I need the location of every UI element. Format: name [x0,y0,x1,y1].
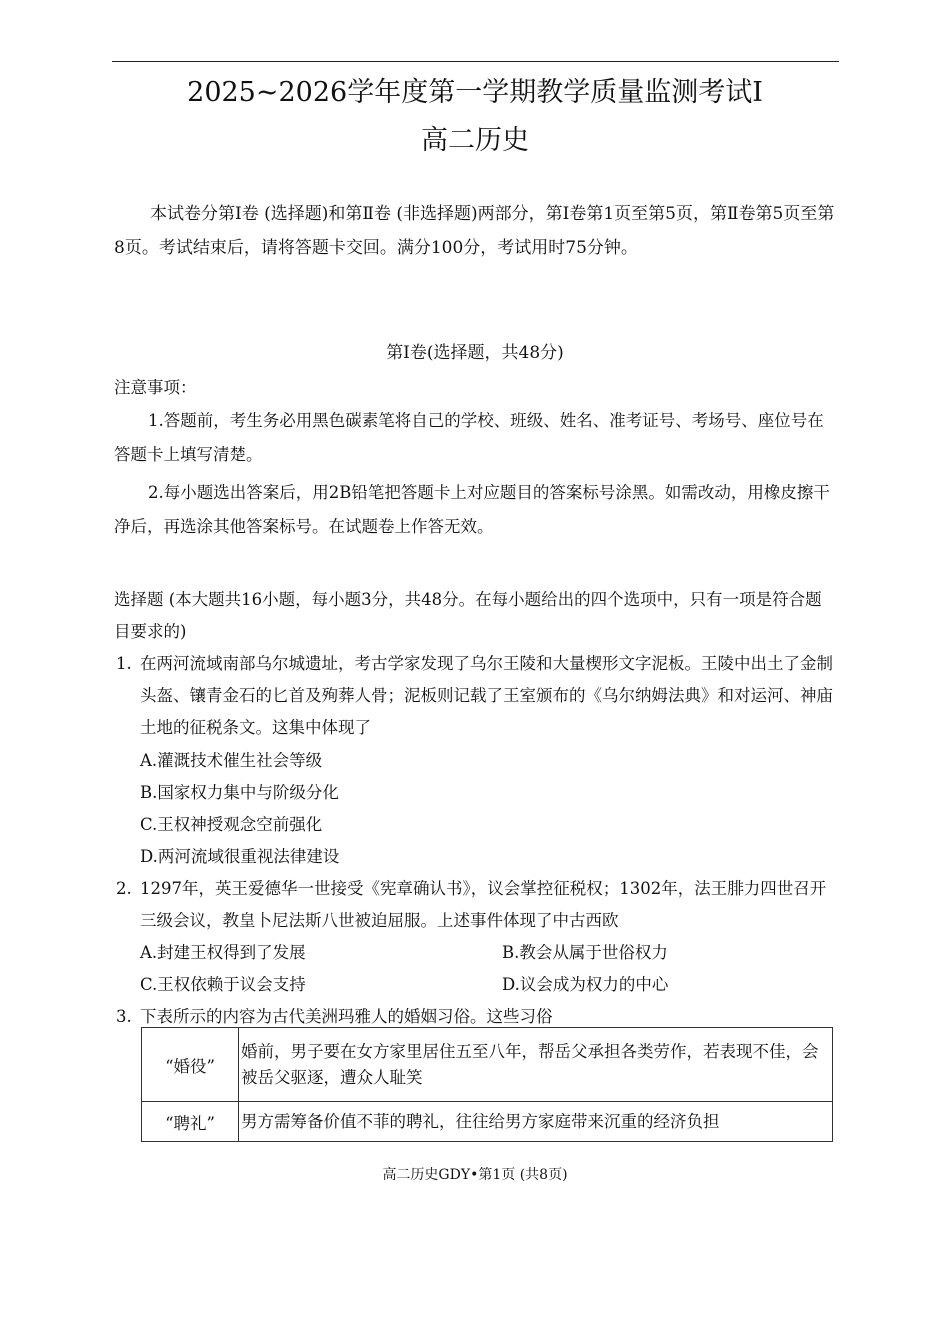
table-row [142,1102,833,1142]
option-b: B.国家权力集中与阶级分化 [140,783,339,802]
header-rule [112,61,839,62]
option-d: D.议会成为权力的中心 [502,975,669,994]
question-stem: 1297年，英王爱德华一世接受《宪章确认书》，议会掌控征税权；1302年，法王腓力四世召开三级会议，教皇卜尼法斯八世被迫屈服。上述事件体现了中古西欧 [140,879,827,930]
table-value: 婚前，男子要在女方家里居住五至八年，帮岳父承担各类劳作，若表现不佳，会被岳父驱逐，遭众人耻笑 [239,1028,833,1102]
notice-item: 2.每小题选出答案后，用2B铅笔把答题卡上对应题目的答案标号涂黑。如需改动，用橡皮擦干净后，再选涂其他答案标号。在试题卷上作答无效。 [114,483,830,536]
table-row [142,1028,833,1102]
table-value: 男方需筹备价值不菲的聘礼，往往给男方家庭带来沉重的经济负担 [239,1102,833,1142]
question-number: 3. [116,1007,132,1026]
question-1 [116,648,838,744]
question-stem: 在两河流域南部乌尔城遗址，考古学家发现了乌尔王陵和大量楔形文字泥板。王陵中出土了金制头盔、镶青金石的匕首及殉葬人骨；泥板则记载了王室颁布的《乌尔纳姆法典》和对运河、神庙土地的征税条文。这集中体现了 [140,654,833,737]
exam-title: 2025~2026学年度第一学期教学质量监测考试Ⅰ [187,77,763,108]
question-number: 2. [116,879,132,898]
option-a: A.封建王权得到了发展 [140,943,306,962]
intro-paragraph: 本试卷分第Ⅰ卷 (选择题)和第Ⅱ卷 (非选择题)两部分，第Ⅰ卷第1页至第5页，第Ⅱ卷第5页至第8页。考试结束后，请将答题卡交回。满分100分，考试用时75分钟。 [114,204,835,258]
notice-item: 1.答题前，考生务必用黑色碳素笔将自己的学校、班级、姓名、准考证号、考场号、座位号在答题卡上填写清楚。 [114,411,824,464]
page-footer: 高二历史GDY•第1页 (共8页) [382,1167,568,1183]
notice-title: 注意事项： [114,378,197,397]
option-c: C.王权神授观念空前强化 [140,815,323,834]
question-stem: 下表所示的内容为古代美洲玛雅人的婚姻习俗。这些习俗 [140,1007,553,1026]
question-2 [116,873,838,937]
option-d: D.两河流域很重视法律建设 [140,847,340,866]
section-heading: 第Ⅰ卷(选择题，共48分) [386,343,564,363]
option-a: A.灌溉技术催生社会等级 [140,751,323,770]
table-key: “婚役” [142,1028,239,1102]
subject-title: 高二历史 [421,125,529,156]
question-number: 1. [116,654,132,673]
option-c: C.王权依赖于议会支持 [140,975,306,994]
choice-instructions: 选择题 (本大题共16小题，每小题3分，共48分。在每小题给出的四个选项中，只有一项是符合题目要求的) [114,590,822,641]
customs-table [141,1027,833,1142]
option-b: B.教会从属于世俗权力 [502,943,668,962]
table-key: “聘礼” [142,1102,239,1142]
